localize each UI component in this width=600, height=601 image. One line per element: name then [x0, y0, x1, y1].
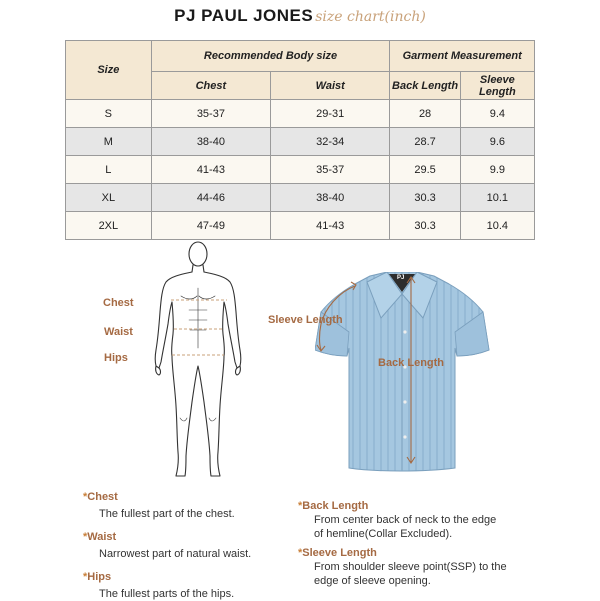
body-figure-illustration: [145, 238, 251, 488]
sleeve-length-cell: 9.6: [460, 128, 534, 156]
waist-cell: 32-34: [271, 128, 390, 156]
sleeve-length-cell: 9.4: [460, 100, 534, 128]
table-row: [66, 212, 535, 240]
note-sleeve-length-desc-2: edge of sleeve opening.: [314, 575, 431, 587]
sleeve-length-column-header: Sleeve Length: [460, 72, 534, 100]
note-back-length-desc-2: of hemline(Collar Excluded).: [314, 528, 453, 540]
size-header: Size: [66, 41, 152, 100]
brand-name: PJ PAUL JONES: [174, 6, 314, 25]
back-length-cell: 28: [390, 100, 460, 128]
chest-cell: 38-40: [151, 128, 270, 156]
back-length-cell: 30.3: [390, 212, 460, 240]
note-star-icon: *: [83, 491, 88, 503]
note-star-icon: *: [298, 500, 303, 512]
garment-group-header: Garment Measurement: [390, 41, 535, 72]
waist-cell: 29-31: [271, 100, 390, 128]
note-star-icon: *: [83, 571, 88, 583]
waist-cell: 41-43: [271, 212, 390, 240]
waist-column-header: Waist: [271, 72, 390, 100]
size-cell: M: [66, 128, 152, 156]
figure-waist-label: Waist: [104, 326, 133, 338]
shirt-tag-text: PJ: [397, 275, 405, 281]
note-star-icon: *: [83, 531, 88, 543]
table-row: [66, 184, 535, 212]
note-star-icon: *: [298, 547, 303, 559]
table-row: [66, 100, 535, 128]
size-cell: S: [66, 100, 152, 128]
chest-cell: 35-37: [151, 100, 270, 128]
shirt-illustration: [315, 272, 490, 472]
table-row: [66, 156, 535, 184]
sleeve-length-cell: 10.1: [460, 184, 534, 212]
sleeve-length-cell: 10.4: [460, 212, 534, 240]
chest-cell: 44-46: [151, 184, 270, 212]
size-cell: XL: [66, 184, 152, 212]
figure-hips-label: Hips: [104, 352, 128, 364]
body-size-group-header: Recommended Body size: [151, 41, 390, 72]
table-row: [66, 128, 535, 156]
back-length-cell: 30.3: [390, 184, 460, 212]
note-sleeve-length-desc-1: From shoulder sleeve point(SSP) to the: [314, 561, 507, 573]
sleeve-length-cell: 9.9: [460, 156, 534, 184]
garment-measurement-notes: [298, 499, 507, 588]
back-length-column-header: Back Length: [390, 72, 460, 100]
size-cell: L: [66, 156, 152, 184]
sleeve-length-callout: Sleeve Length: [268, 314, 343, 326]
back-length-cell: 28.7: [390, 128, 460, 156]
figure-chest-label: Chest: [103, 297, 134, 309]
back-length-callout: Back Length: [378, 357, 445, 369]
size-cell: 2XL: [66, 212, 152, 240]
waist-cell: 38-40: [271, 184, 390, 212]
chart-subtitle: size chart(inch): [315, 9, 426, 25]
chest-cell: 47-49: [151, 212, 270, 240]
back-length-cell: 29.5: [390, 156, 460, 184]
note-hips-title: Hips: [87, 571, 112, 583]
chest-column-header: Chest: [151, 72, 270, 100]
note-back-length-desc-1: From center back of neck to the edge: [314, 514, 497, 526]
body-measurement-notes: [83, 490, 251, 601]
chest-cell: 41-43: [151, 156, 270, 184]
note-waist-desc: Narrowest part of natural waist.: [99, 548, 252, 560]
note-sleeve-length-title: Sleeve Length: [302, 547, 377, 559]
note-back-length-title: Back Length: [302, 500, 369, 512]
brand-header: [0, 6, 600, 26]
size-table: [65, 40, 535, 240]
note-waist-title: Waist: [87, 531, 117, 543]
note-hips-desc: The fullest parts of the hips.: [99, 588, 235, 600]
waist-cell: 35-37: [271, 156, 390, 184]
note-chest-desc: The fullest part of the chest.: [99, 508, 235, 520]
note-chest-title: Chest: [87, 491, 118, 503]
